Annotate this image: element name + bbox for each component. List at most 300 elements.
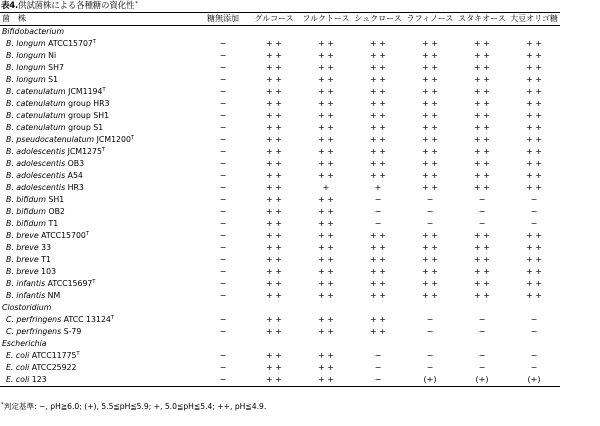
table-body: [0, 26, 560, 387]
result-cell: −: [219, 39, 227, 48]
strain-id: ATCC15700: [41, 231, 86, 241]
result-cell: + +: [266, 279, 282, 288]
result-cell: + +: [266, 255, 282, 264]
result-cell: + +: [370, 291, 386, 300]
result-cell: −: [219, 195, 227, 204]
result-cell: + +: [266, 171, 282, 180]
species-name: B. catenulatum: [6, 87, 66, 97]
caption-label: 表4.: [1, 1, 19, 11]
strain-name: [0, 146, 198, 158]
type-strain-mark: T: [85, 231, 89, 238]
result-cell: −: [219, 327, 227, 336]
result-cell: + +: [318, 51, 334, 60]
result-cell: + +: [474, 243, 490, 252]
strain-id: Ni: [48, 51, 57, 61]
result-cell: −: [219, 291, 227, 300]
type-strain-mark: T: [101, 147, 106, 154]
result-cell: + +: [266, 291, 282, 300]
species-name: B. catenulatum: [6, 111, 66, 121]
result-cell: −: [219, 279, 227, 288]
result-cell: + +: [266, 351, 282, 360]
genus-name: Escherichia: [2, 339, 47, 349]
result-cell: + +: [474, 87, 490, 96]
species-name: E. coli: [6, 363, 30, 373]
strain-row: [0, 74, 560, 86]
species-name: B. infantis: [6, 291, 46, 301]
result-cell: + +: [370, 75, 386, 84]
strain-id: NM: [47, 291, 61, 301]
result-cell: + +: [266, 243, 282, 252]
result-cell: + +: [266, 159, 282, 168]
strain-name: [0, 50, 198, 62]
result-cell: −: [530, 219, 538, 228]
result-cell: −: [219, 231, 227, 240]
header-soy-oligosaccharide: 大豆オリゴ糖: [508, 13, 560, 26]
strain-row: [0, 314, 560, 326]
header-glucose: グルコース: [248, 13, 300, 26]
result-cell: + +: [370, 159, 386, 168]
result-cell: −: [219, 171, 227, 180]
result-cell: + +: [266, 75, 282, 84]
result-cell: + +: [370, 63, 386, 72]
result-cell: + +: [318, 267, 334, 276]
genus-name: Clostoridium: [2, 303, 52, 313]
type-strain-mark: T: [92, 39, 96, 46]
strain-name: [0, 278, 198, 290]
strain-id: JCM1194: [68, 87, 103, 97]
strain-name: [0, 350, 198, 362]
result-cell: + +: [318, 279, 334, 288]
result-cell: + +: [422, 267, 438, 276]
strain-name: [0, 122, 198, 134]
strain-name: [0, 266, 198, 278]
strain-id: JCM1200: [96, 135, 131, 145]
result-cell: + +: [266, 123, 282, 132]
strain-row: [0, 170, 560, 182]
genus-row: [0, 26, 560, 39]
strain-id: group SH1: [68, 111, 110, 121]
strain-id: ATCC15697: [47, 279, 93, 289]
result-cell: + +: [318, 195, 334, 204]
strain-row: [0, 38, 560, 50]
result-cell: + +: [422, 231, 438, 240]
strain-name: [0, 182, 198, 194]
result-cell: + +: [370, 279, 386, 288]
result-cell: + +: [300, 374, 352, 387]
result-cell: + +: [318, 351, 334, 360]
strain-id: HR3: [67, 183, 84, 193]
strain-name: [0, 38, 198, 50]
result-cell: −: [219, 147, 227, 156]
strain-name: [0, 218, 198, 230]
result-cell: + +: [422, 51, 438, 60]
result-cell: + +: [318, 327, 334, 336]
result-cell: + +: [266, 111, 282, 120]
strain-name: [0, 170, 198, 182]
result-cell: + +: [422, 147, 438, 156]
strain-name: [0, 158, 198, 170]
strain-name: [0, 242, 198, 254]
type-strain-mark: T: [76, 351, 80, 358]
result-cell: −: [352, 374, 404, 387]
species-name: B. breve: [6, 243, 39, 253]
species-name: C. perfringens: [6, 327, 62, 337]
strain-id: T1: [48, 219, 59, 229]
result-cell: −: [478, 207, 486, 216]
result-cell: −: [219, 363, 227, 372]
strain-row: [0, 134, 560, 146]
result-cell: + +: [318, 99, 334, 108]
species-name: B. bifidum: [6, 207, 46, 217]
result-cell: + +: [318, 147, 334, 156]
result-cell: −: [478, 219, 486, 228]
result-cell: + +: [422, 243, 438, 252]
result-cell: + +: [266, 327, 282, 336]
result-cell: −: [530, 195, 538, 204]
strain-name: [0, 230, 198, 242]
result-cell: (+): [508, 374, 560, 387]
result-cell: + +: [474, 183, 490, 192]
header-raffinose: ラフィノース: [404, 13, 456, 26]
strain-id: ATCC11775: [31, 351, 77, 361]
result-cell: + +: [370, 87, 386, 96]
result-cell: + +: [474, 291, 490, 300]
header-sucrose: シュクロース: [352, 13, 404, 26]
result-cell: −: [374, 207, 382, 216]
strain-row: [0, 326, 560, 338]
result-cell: −: [219, 87, 227, 96]
result-cell: −: [219, 183, 227, 192]
result-cell: + +: [526, 243, 542, 252]
strain-row: [0, 218, 560, 230]
strain-id: OB2: [48, 207, 65, 217]
header-no-sugar: 糖無添加: [198, 13, 248, 26]
result-cell: + +: [526, 279, 542, 288]
table-caption: [1, 2, 138, 12]
result-cell: + +: [422, 291, 438, 300]
result-cell: + +: [318, 291, 334, 300]
strain-row: [0, 266, 560, 278]
result-cell: + +: [422, 183, 438, 192]
species-name: B. adolescentis: [6, 147, 66, 157]
strain-id: 103: [41, 267, 57, 277]
result-cell: + +: [526, 99, 542, 108]
result-cell: + +: [474, 171, 490, 180]
result-cell: + +: [318, 75, 334, 84]
strain-row: [0, 86, 560, 98]
result-cell: + +: [266, 99, 282, 108]
strain-id: ATCC25922: [31, 363, 77, 373]
strain-name: [0, 74, 198, 86]
result-cell: −: [530, 327, 538, 336]
footnote-mark: *: [1, 402, 4, 408]
result-cell: + +: [526, 135, 542, 144]
genus-row: [0, 302, 560, 314]
strain-row: [0, 98, 560, 110]
result-cell: + +: [318, 243, 334, 252]
result-cell: −: [219, 267, 227, 276]
result-cell: −: [219, 99, 227, 108]
strain-row: [0, 290, 560, 302]
result-cell: + +: [266, 183, 282, 192]
result-cell: −: [530, 315, 538, 324]
result-cell: −: [219, 123, 227, 132]
result-cell: + +: [266, 147, 282, 156]
result-cell: −: [219, 255, 227, 264]
result-cell: −: [530, 363, 538, 372]
result-cell: −: [219, 159, 227, 168]
species-name: B. infantis: [6, 279, 46, 289]
result-cell: −: [219, 135, 227, 144]
result-cell: −: [426, 315, 434, 324]
result-cell: −: [478, 327, 486, 336]
result-cell: + +: [422, 159, 438, 168]
result-cell: −: [374, 219, 382, 228]
result-cell: + +: [526, 75, 542, 84]
strain-id: group S1: [68, 123, 104, 133]
strain-name: [0, 206, 198, 218]
result-cell: −: [219, 51, 227, 60]
result-cell: + +: [474, 159, 490, 168]
species-name: B. bifidum: [6, 195, 46, 205]
result-cell: + +: [318, 135, 334, 144]
type-strain-mark: T: [92, 279, 96, 286]
result-cell: + +: [370, 327, 386, 336]
result-cell: + +: [474, 147, 490, 156]
strain-id: 33: [41, 243, 52, 253]
strain-id: ATCC15707: [48, 39, 93, 49]
species-name: B. breve: [6, 255, 39, 265]
result-cell: + +: [422, 39, 438, 48]
result-cell: +: [374, 183, 382, 192]
strain-row: [0, 254, 560, 266]
result-cell: + +: [474, 111, 490, 120]
species-name: B. bifidum: [6, 219, 46, 229]
result-cell: + +: [370, 231, 386, 240]
result-cell: + +: [370, 111, 386, 120]
strain-row: [0, 146, 560, 158]
result-cell: −: [478, 351, 486, 360]
result-cell: + +: [370, 267, 386, 276]
result-cell: + +: [526, 291, 542, 300]
strain-name: [0, 362, 198, 374]
result-cell: + +: [474, 51, 490, 60]
strain-row: [0, 182, 560, 194]
result-cell: −: [198, 374, 248, 387]
strain-name: [0, 86, 198, 98]
strain-row: [0, 122, 560, 134]
strain-row: [0, 110, 560, 122]
caption-text: 供試菌株による各種糖の資化性: [18, 1, 135, 11]
type-strain-mark: T: [110, 315, 114, 322]
strain-name: [0, 134, 198, 146]
result-cell: +: [322, 183, 330, 192]
strain-id: SH1: [48, 195, 65, 205]
result-cell: + +: [266, 51, 282, 60]
strain-id: SH7: [48, 63, 64, 73]
result-cell: + +: [526, 255, 542, 264]
result-cell: + +: [474, 39, 490, 48]
result-cell: + +: [474, 63, 490, 72]
species-name: B. pseudocatenulatum: [6, 135, 95, 145]
result-cell: + +: [318, 363, 334, 372]
strain-name: [0, 110, 198, 122]
result-cell: + +: [474, 255, 490, 264]
result-cell: + +: [526, 267, 542, 276]
result-cell: + +: [266, 363, 282, 372]
result-cell: + +: [370, 255, 386, 264]
type-strain-mark: T: [102, 87, 106, 94]
strain-row: [0, 350, 560, 362]
result-cell: + +: [318, 123, 334, 132]
result-cell: + +: [318, 315, 334, 324]
genus-row: [0, 338, 560, 350]
result-cell: + +: [370, 39, 386, 48]
result-cell: + +: [526, 63, 542, 72]
result-cell: + +: [474, 75, 490, 84]
strain-id: group HR3: [68, 99, 110, 109]
strain-id: JCM1275: [67, 147, 102, 157]
result-cell: + +: [422, 123, 438, 132]
strain-id: OB3: [67, 159, 85, 169]
result-cell: −: [478, 195, 486, 204]
species-name: B. adolescentis: [6, 183, 66, 193]
header-row: [0, 13, 560, 26]
result-cell: −: [219, 351, 227, 360]
result-cell: + +: [422, 87, 438, 96]
strain-row: [0, 158, 560, 170]
result-cell: + +: [422, 111, 438, 120]
result-cell: −: [426, 195, 434, 204]
result-cell: + +: [526, 183, 542, 192]
result-cell: + +: [266, 231, 282, 240]
result-cell: + +: [474, 279, 490, 288]
result-cell: + +: [318, 231, 334, 240]
result-cell: (+): [404, 374, 456, 387]
result-cell: + +: [318, 207, 334, 216]
result-cell: + +: [248, 374, 300, 387]
result-cell: −: [426, 363, 434, 372]
result-cell: + +: [526, 87, 542, 96]
result-cell: + +: [370, 99, 386, 108]
result-cell: + +: [266, 219, 282, 228]
strain-row: [0, 50, 560, 62]
result-cell: −: [374, 351, 382, 360]
species-name: B. longum: [6, 39, 46, 49]
result-cell: (+): [456, 374, 508, 387]
result-cell: + +: [370, 51, 386, 60]
result-cell: + +: [318, 171, 334, 180]
strain-id: S1: [48, 75, 59, 85]
strain-id: ATCC 13124: [63, 315, 111, 325]
result-cell: −: [219, 315, 227, 324]
result-cell: −: [219, 219, 227, 228]
species-name: B. adolescentis: [6, 171, 66, 181]
result-cell: + +: [422, 135, 438, 144]
result-cell: + +: [474, 231, 490, 240]
result-cell: + +: [266, 315, 282, 324]
strain-row: [0, 362, 560, 374]
result-cell: −: [219, 63, 227, 72]
result-cell: + +: [266, 63, 282, 72]
strain-name: [0, 290, 198, 302]
result-cell: −: [374, 363, 382, 372]
result-cell: + +: [422, 63, 438, 72]
strain-row: [0, 278, 560, 290]
result-cell: + +: [318, 39, 334, 48]
result-cell: + +: [526, 123, 542, 132]
result-cell: + +: [526, 39, 542, 48]
type-strain-mark: T: [130, 135, 134, 142]
result-cell: + +: [422, 279, 438, 288]
result-cell: + +: [266, 135, 282, 144]
species-name: B. adolescentis: [6, 159, 66, 169]
result-cell: −: [219, 111, 227, 120]
strain-id: T1: [41, 255, 51, 265]
result-cell: + +: [318, 111, 334, 120]
strain-name: [0, 314, 198, 326]
result-cell: + +: [370, 123, 386, 132]
result-cell: + +: [318, 255, 334, 264]
result-cell: + +: [370, 171, 386, 180]
result-cell: + +: [370, 147, 386, 156]
result-cell: −: [219, 207, 227, 216]
species-name: E. coli: [6, 351, 30, 361]
result-cell: + +: [526, 171, 542, 180]
result-cell: + +: [318, 87, 334, 96]
result-cell: + +: [266, 39, 282, 48]
strain-row: [0, 194, 560, 206]
result-cell: −: [530, 207, 538, 216]
result-cell: + +: [318, 63, 334, 72]
species-name: B. longum: [6, 63, 46, 73]
result-cell: + +: [266, 267, 282, 276]
header-strain: 菌 株: [0, 13, 198, 26]
result-cell: −: [219, 75, 227, 84]
result-cell: + +: [526, 231, 542, 240]
result-cell: −: [219, 243, 227, 252]
result-cell: + +: [474, 267, 490, 276]
result-cell: −: [426, 351, 434, 360]
result-cell: −: [530, 351, 538, 360]
result-cell: −: [426, 207, 434, 216]
footnote: [1, 403, 266, 411]
result-cell: −: [478, 363, 486, 372]
header-stachyose: スタキオース: [456, 13, 508, 26]
strain-id: 123: [31, 375, 47, 385]
result-cell: + +: [526, 159, 542, 168]
species-name: B. breve: [6, 231, 39, 241]
result-cell: + +: [422, 171, 438, 180]
result-cell: −: [478, 315, 486, 324]
result-cell: + +: [266, 195, 282, 204]
caption-mark: *: [135, 1, 138, 7]
result-cell: + +: [526, 111, 542, 120]
result-cell: + +: [526, 51, 542, 60]
result-cell: + +: [266, 87, 282, 96]
result-cell: −: [426, 219, 434, 228]
species-name: B. longum: [6, 75, 46, 85]
footnote-text: 判定基準: −, pH≧6.0; (+), 5.5≦pH≦5.9; +, 5.0≦pH≦5.4; ++, pH≦4.9.: [3, 402, 267, 411]
species-name: C. perfringens: [6, 315, 62, 325]
genus-name: Bifidobacterium: [2, 27, 65, 37]
strain-row: [0, 230, 560, 242]
strain-row: [0, 62, 560, 74]
assimilation-table: [0, 12, 560, 387]
strain-name: [0, 254, 198, 266]
result-cell: −: [374, 195, 382, 204]
result-cell: −: [426, 327, 434, 336]
